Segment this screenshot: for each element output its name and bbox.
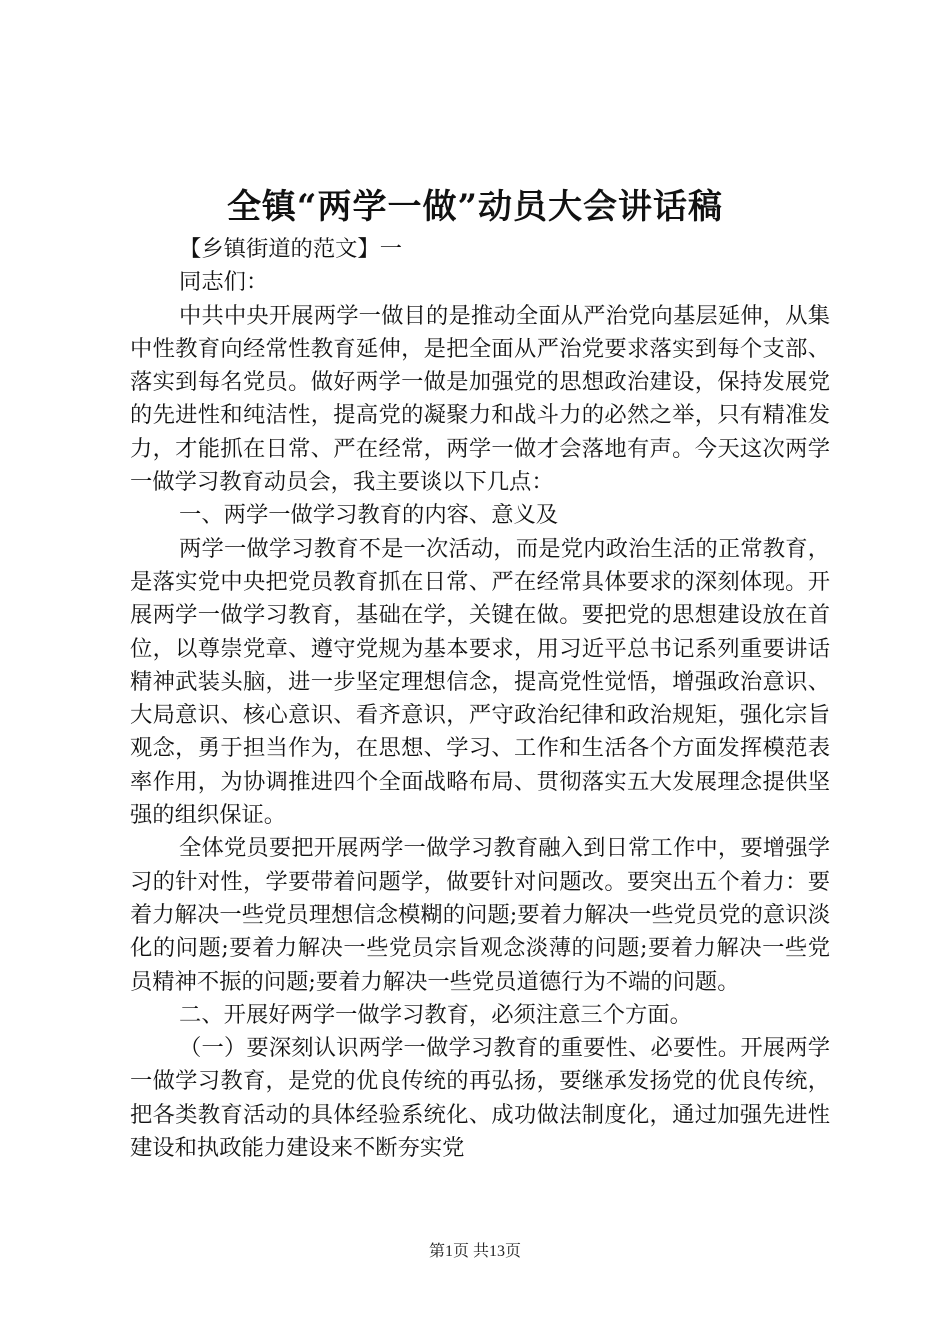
section-heading-2: 二、开展好两学一做学习教育，必须注意三个方面。: [179, 1001, 692, 1028]
section-heading-1: 一、两学一做学习教育的内容、意义及: [179, 502, 559, 529]
paragraph-section1-b: 全体党员要把开展两学一做学习教育融入到日常工作中，要增强学习的针对性，学要带着问题学，做要针对问题改。要突出五个着力：要着力解决一些党员理想信念模糊的问题;要着力解决一些党员党的意识淡化的问题;要着力解决一些党员宗旨观念淡薄的问题;要着力解决一些党员精神不振的问题;要着力解决一些党员道德行为不端的问题。: [130, 835, 830, 995]
source-label: 【乡镇街道的范文】一: [179, 236, 403, 262]
paragraph-section1-a: 两学一做学习教育不是一次活动，而是党内政治生活的正常教育，是落实党中央把党员教育抓在日常、严在经常具体要求的深刻体现。开展两学一做学习教育，基础在学，关键在做。要把党的思想建设放在首位，以尊崇党章、遵守党规为基本要求，用习近平总书记系列重要讲话精神武装头脑，进一步坚定理想信念，提高党性觉悟，增强政治意识、大局意识、核心意识、看齐意识，严守政治纪律和政治规矩，强化宗旨观念，勇于担当作为，在思想、学习、工作和生活各个方面发挥模范表率作用，为协调推进四个全面战略布局、贯彻落实五大发展理念提供坚强的组织保证。: [130, 535, 830, 829]
paragraph-intro: 中共中央开展两学一做目的是推动全面从严治党向基层延伸，从集中性教育向经常性教育延伸，是把全面从严治党要求落实到每个支部、落实到每名党员。做好两学一做是加强党的思想政治建设，保持发展党的先进性和纯洁性，提高党的凝聚力和战斗力的必然之举，只有精准发力，才能抓在日常、严在经常，两学一做才会落地有声。今天这次两学一做学习教育动员会，我主要谈以下几点：: [130, 302, 830, 496]
paragraph-section2-a: （一）要深刻认识两学一做学习教育的重要性、必要性。开展两学一做学习教育，是党的优良传统的再弘扬，要继承发扬党的优良传统，把各类教育活动的具体经验系统化、成功做法制度化，通过加强先进性建设和执政能力建设来不断夯实党: [130, 1035, 830, 1162]
salutation: 同志们：: [179, 269, 269, 296]
page-footer: 第1页 共13页: [428, 1243, 521, 1260]
document-title: 全镇“两学一做”动员大会讲话稿: [226, 187, 724, 227]
document-body: [130, 233, 830, 1165]
